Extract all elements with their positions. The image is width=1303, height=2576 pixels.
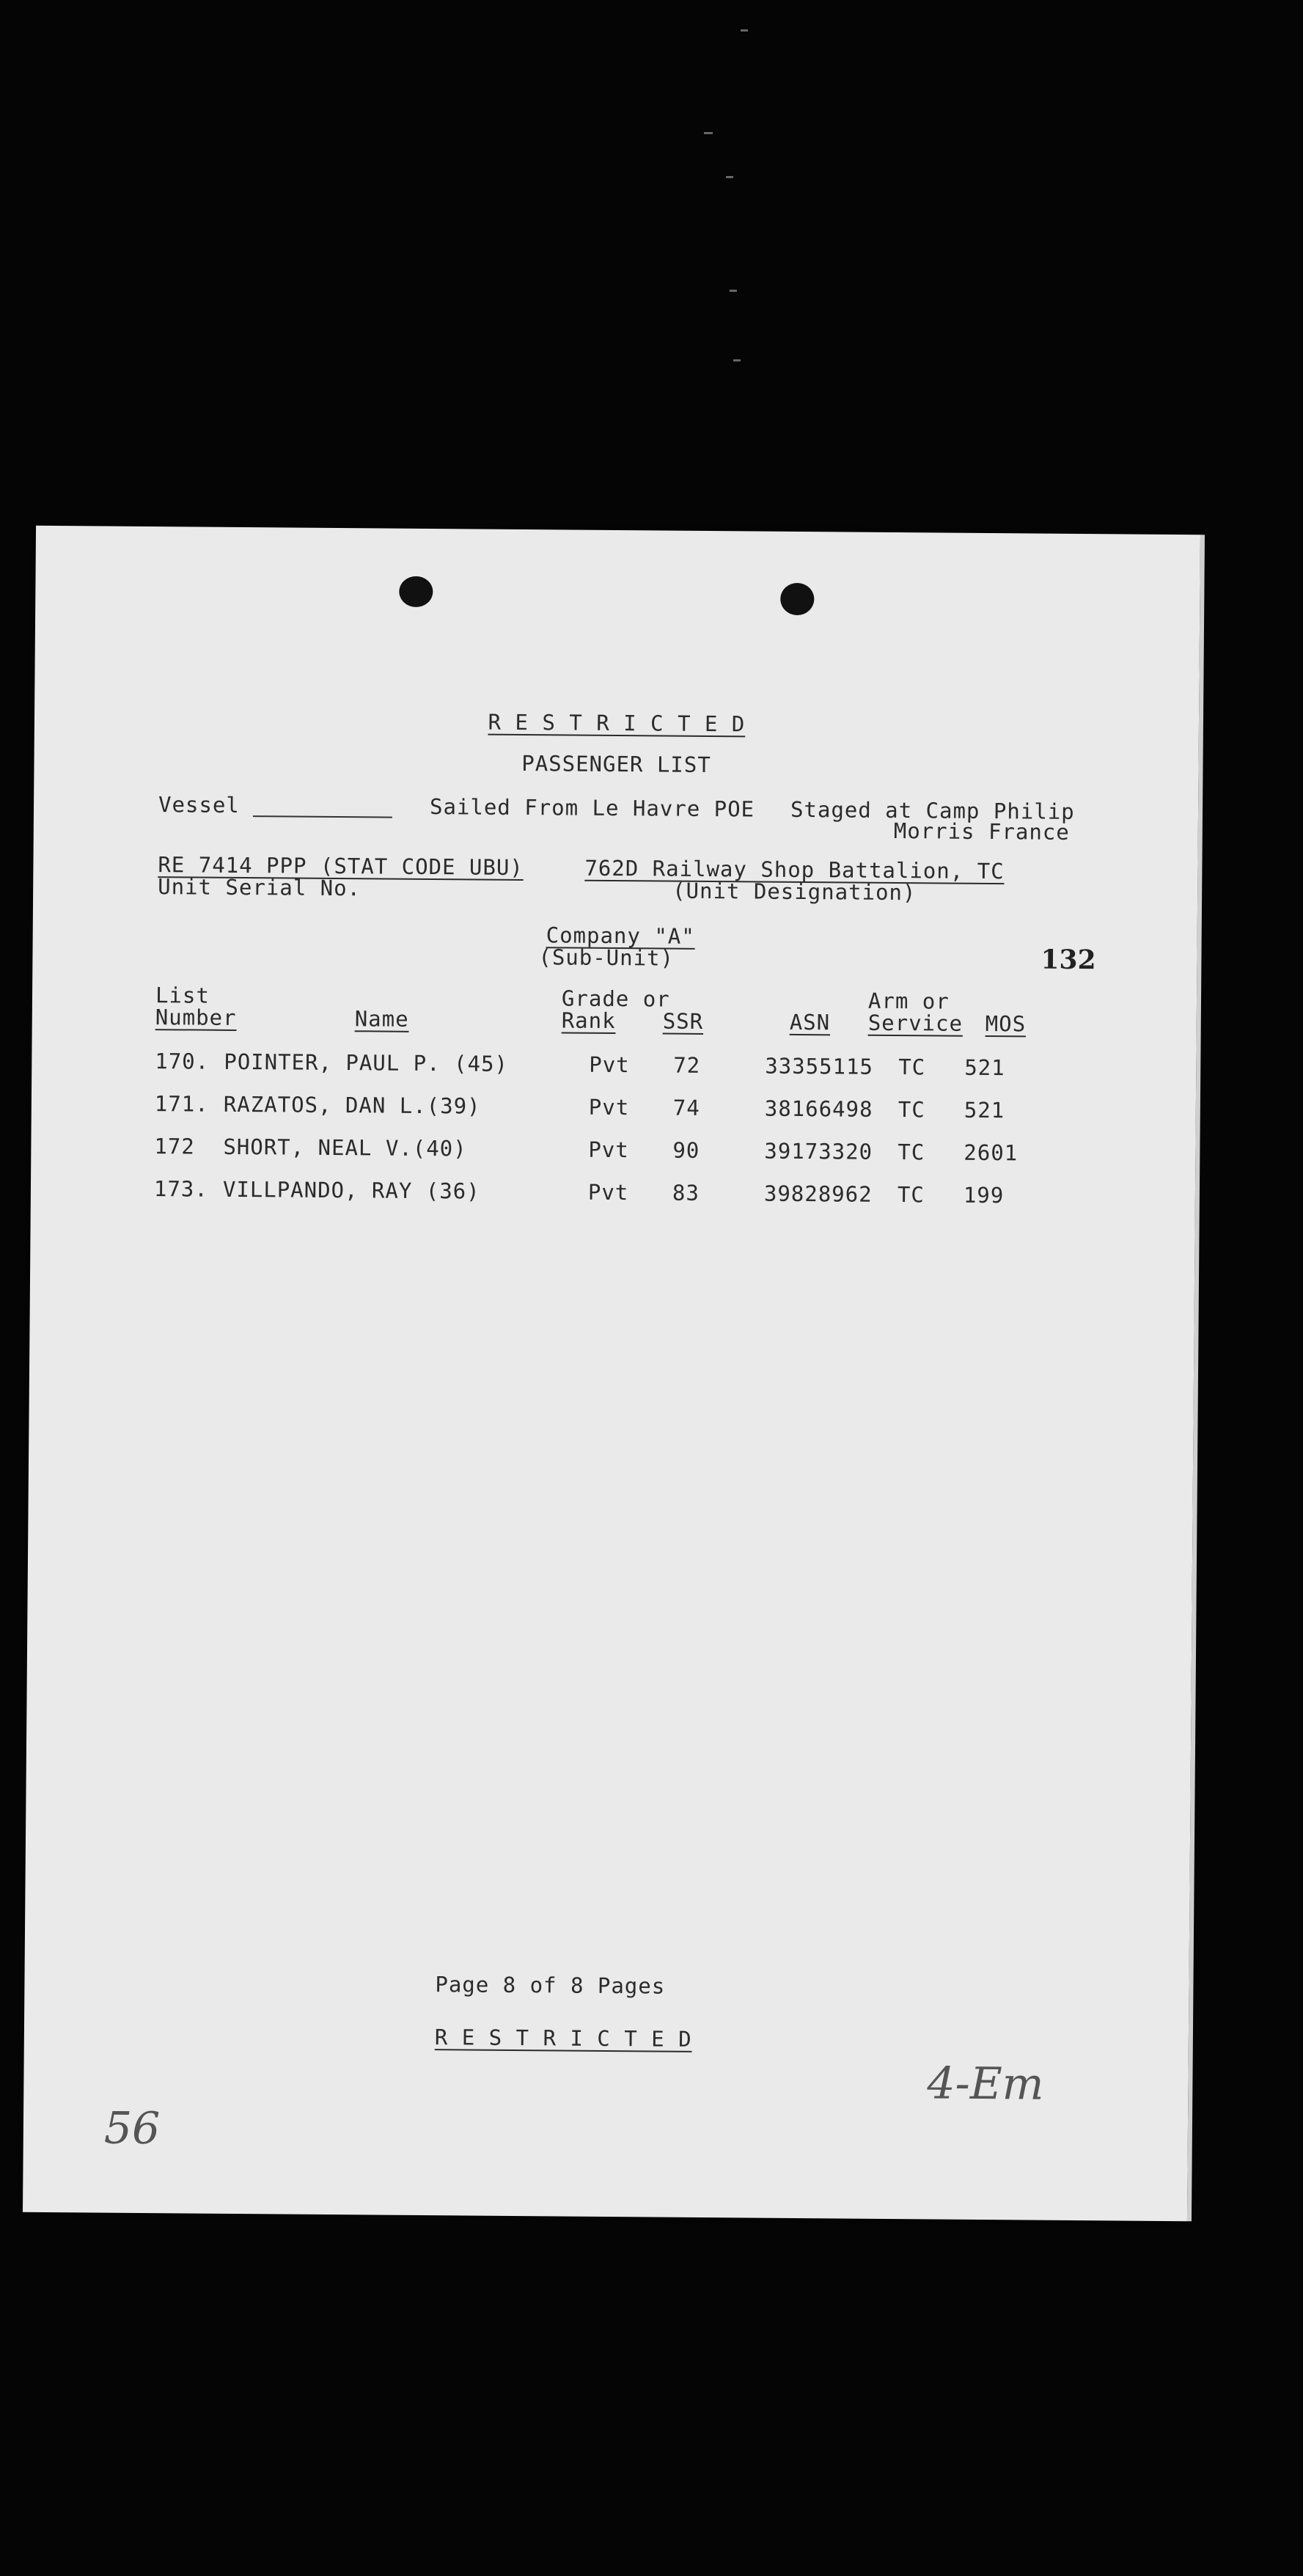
staged-at-2: Morris France — [893, 818, 1070, 845]
document-page — [23, 526, 1200, 2221]
row-mos: 2601 — [964, 1140, 1018, 1166]
row-mos: 521 — [964, 1097, 1005, 1123]
vessel-blank — [253, 796, 392, 818]
row-grade: Pvt — [587, 1179, 629, 1206]
col-arm: Arm or — [867, 988, 950, 1014]
page-count-footer: Page 8 of 8 Pages — [435, 1972, 666, 1999]
col-name: Name — [354, 1006, 409, 1032]
scan-speck — [704, 132, 713, 134]
row-number: 170. — [155, 1049, 210, 1074]
row-arm: TC — [897, 1182, 925, 1208]
restricted-footer: R E S T R I C T E D — [434, 2025, 692, 2052]
page-stamp-number: 132 — [1040, 944, 1096, 976]
punch-hole — [399, 576, 433, 607]
unit-designation-label: (Unit Designation) — [672, 878, 917, 906]
col-mos: MOS — [985, 1010, 1027, 1037]
col-grade-2: Rank — [561, 1008, 616, 1034]
col-arm-2: Service — [867, 1010, 964, 1036]
col-asn: ASN — [789, 1009, 831, 1035]
list-title: PASSENGER LIST — [521, 751, 711, 778]
staged-at: Staged at Camp Philip — [790, 796, 1075, 824]
row-mos: 199 — [963, 1182, 1005, 1208]
row-number: 173. — [153, 1176, 208, 1202]
vessel-label: Vessel — [158, 792, 392, 819]
row-asn: 39828962 — [763, 1181, 873, 1207]
scan-speck — [730, 290, 737, 292]
row-name: SHORT, NEAL V.(40) — [223, 1134, 467, 1162]
row-asn: 38166498 — [764, 1096, 873, 1122]
row-arm: TC — [898, 1097, 925, 1123]
unit-serial: RE 7414 PPP (STAT CODE UBU) — [158, 852, 524, 881]
col-grade: Grade or — [561, 986, 670, 1012]
row-grade: Pvt — [588, 1137, 629, 1163]
row-ssr: 83 — [672, 1180, 700, 1206]
sailed-from: Sailed From Le Havre POE — [429, 794, 755, 822]
col-list-number-2: Number — [155, 1005, 237, 1030]
row-name: POINTER, PAUL P. (45) — [224, 1049, 509, 1076]
page-edge — [1187, 535, 1205, 2221]
unit-serial-label: Unit Serial No. — [158, 874, 361, 901]
punch-hole — [780, 583, 814, 615]
row-number: 171. — [154, 1091, 209, 1117]
row-arm: TC — [898, 1054, 926, 1080]
row-name: RAZATOS, DAN L.(39) — [223, 1091, 481, 1119]
row-name: VILLPANDO, RAY (36) — [222, 1176, 480, 1204]
scan-speck — [741, 29, 748, 32]
row-ssr: 90 — [672, 1137, 700, 1163]
row-number: 172 — [154, 1134, 195, 1159]
sub-unit-label: (Sub-Unit) — [538, 944, 675, 971]
sub-unit: Company "A" — [546, 922, 695, 949]
row-ssr: 74 — [672, 1095, 700, 1120]
row-mos: 521 — [964, 1054, 1005, 1081]
row-asn: 39173320 — [764, 1138, 873, 1164]
handwritten-note-left: 56 — [103, 2102, 161, 2155]
col-ssr: SSR — [662, 1008, 704, 1034]
unit-designation: 762D Railway Shop Battalion, TC — [584, 855, 1005, 884]
handwritten-note-right: 4-Em — [927, 2058, 1044, 2110]
restricted-header: R E S T R I C T E D — [488, 709, 746, 737]
row-ssr: 72 — [673, 1052, 701, 1078]
row-grade: Pvt — [588, 1094, 630, 1120]
scan-speck — [726, 176, 733, 178]
col-list-number: List — [155, 983, 210, 1008]
row-arm: TC — [898, 1140, 925, 1165]
scan-speck — [733, 359, 741, 362]
row-grade: Pvt — [589, 1052, 630, 1078]
row-asn: 33355115 — [765, 1053, 874, 1079]
